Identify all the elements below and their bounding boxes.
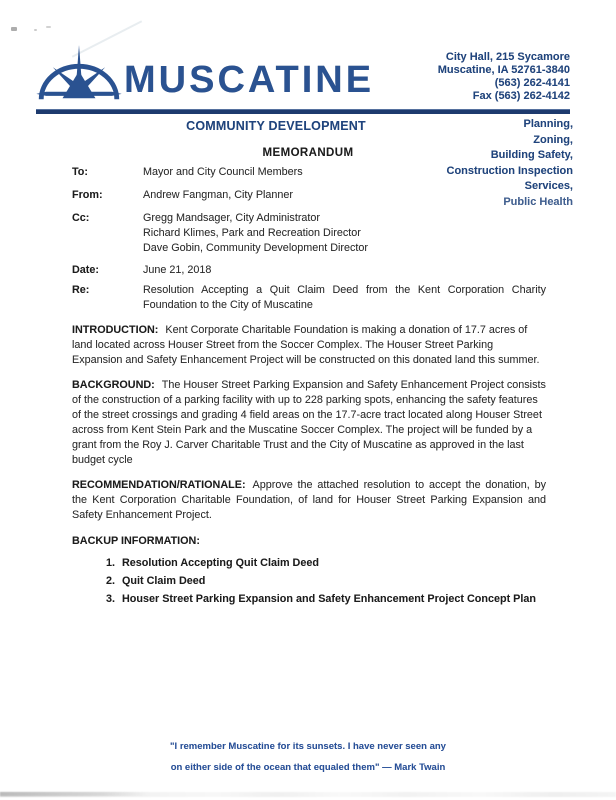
fax-line: Fax (563) 262-4142 bbox=[472, 90, 570, 102]
footer-quote bbox=[0, 736, 616, 778]
header-divider-rule bbox=[36, 110, 570, 114]
field-value: June 21, 2018 bbox=[143, 264, 212, 276]
memo-field-cc bbox=[72, 211, 546, 256]
list-item: 2. Quit Claim Deed bbox=[118, 574, 546, 589]
paragraph-heading: RECOMMENDATION/RATIONALE: bbox=[72, 479, 246, 491]
paragraph-text: Kent Corporate Charitable Foundation is making a donation of 17.7 acres of land located across Houser Street from the Soccer Complex. The Houser Street Parking Expansion and Safety Enhancement Project will be constructed on this donated land this summer. bbox=[72, 324, 540, 366]
service-line: Construction Inspection bbox=[446, 164, 573, 177]
service-line: Zoning, bbox=[533, 133, 573, 146]
list-item: 3. Houser Street Parking Expansion and Safety Enhancement Project Concept Plan bbox=[118, 592, 546, 607]
phone-line: (563) 262-4141 bbox=[494, 77, 570, 89]
scan-smudge bbox=[11, 27, 17, 31]
cc-line: Gregg Mandsager, City Administrator bbox=[143, 212, 321, 224]
field-value: Resolution Accepting a Quit Claim Deed from the Kent Corporation Charity Foundation to the City of Muscatine bbox=[143, 284, 546, 311]
quote-line: "I remember Muscatine for its sunsets. I have never seen any bbox=[170, 741, 446, 752]
background-paragraph bbox=[72, 378, 546, 468]
scan-smudge bbox=[46, 26, 51, 28]
memo-field-re bbox=[72, 283, 546, 313]
cc-line: Richard Klimes, Park and Recreation Director bbox=[143, 227, 361, 239]
quote-line: on either side of the ocean that equaled them" — Mark Twain bbox=[170, 762, 446, 773]
recommendation-paragraph bbox=[72, 478, 546, 523]
memo-body bbox=[72, 165, 546, 610]
logo-wordmark: MUSCATINE bbox=[124, 59, 375, 101]
field-label: From: bbox=[72, 189, 103, 201]
field-value bbox=[143, 211, 546, 256]
backup-information-list bbox=[72, 556, 546, 607]
paragraph-heading: BACKGROUND: bbox=[72, 379, 155, 391]
address-line: Muscatine, IA 52761-3840 bbox=[437, 64, 570, 76]
muscatine-compass-logo-icon bbox=[36, 44, 122, 106]
memorandum-title: MEMORANDUM bbox=[262, 147, 354, 159]
address-line: City Hall, 215 Sycamore bbox=[445, 51, 570, 63]
field-label: Re: bbox=[72, 284, 90, 296]
department-title: COMMUNITY DEVELOPMENT bbox=[186, 119, 366, 133]
list-item: 1. Resolution Accepting Quit Claim Deed bbox=[118, 556, 546, 571]
paragraph-heading: INTRODUCTION: bbox=[72, 324, 159, 336]
memo-field-from bbox=[72, 188, 546, 203]
paragraph-text: Approve the attached resolution to accept the donation, by the Kent Corporation Charitable Foundation, of land for Houser Street Parking Expansion and Safety Enhancement Project. bbox=[72, 479, 546, 521]
scan-edge-artifact bbox=[0, 792, 150, 796]
paragraph-text: The Houser Street Parking Expansion and Safety Enhancement Project consists of the construction of a parking facility with up to 228 parking spots, enhancing the safety features of the street crossings and grading 4 field areas on the 17.7-acre tract located along Houser Street across from Kent Stein Park and the Muscatine Soccer Complex. The project will be funded by a grant from the Roy J. Carver Charitable Trust and the City of Muscatine as approved in the last budget cycle bbox=[72, 379, 546, 466]
service-line: Planning, bbox=[523, 118, 573, 130]
scan-smudge bbox=[34, 29, 37, 31]
service-line: Services, bbox=[524, 180, 573, 192]
memo-field-date bbox=[72, 263, 546, 278]
cc-line: Dave Gobin, Community Development Director bbox=[143, 242, 369, 254]
field-value: Andrew Fangman, City Planner bbox=[143, 189, 294, 201]
backup-information-heading: BACKUP INFORMATION: bbox=[72, 535, 200, 547]
field-label: To: bbox=[72, 166, 88, 178]
field-label: Date: bbox=[72, 264, 99, 276]
field-label: Cc: bbox=[72, 212, 90, 224]
service-line: Public Health bbox=[503, 195, 573, 208]
introduction-paragraph bbox=[72, 323, 546, 368]
field-value: Mayor and City Council Members bbox=[143, 166, 303, 178]
service-line: Building Safety, bbox=[490, 149, 573, 161]
address-block bbox=[438, 51, 570, 106]
letterhead bbox=[36, 44, 570, 106]
memo-field-to bbox=[72, 165, 546, 180]
